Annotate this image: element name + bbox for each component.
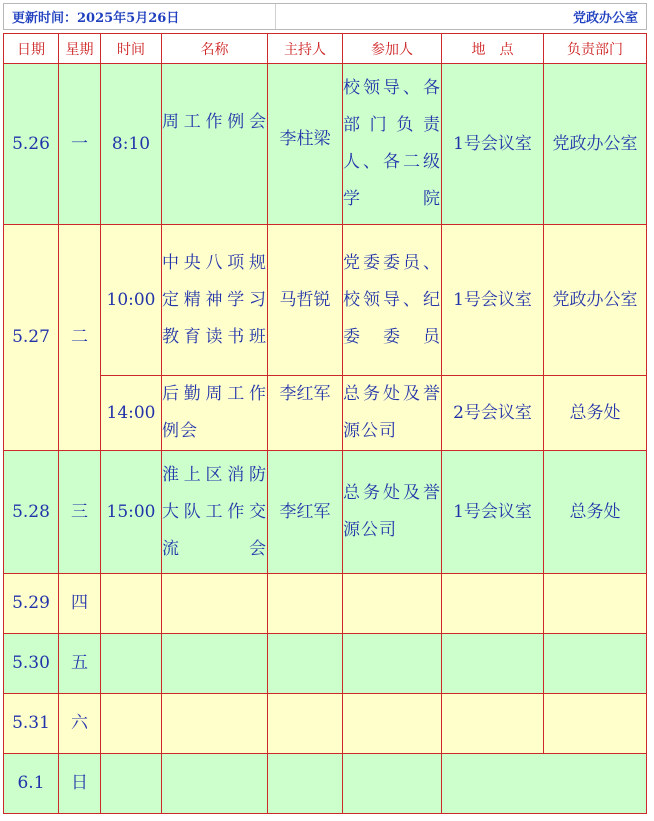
weekday-cell: 三 (59, 451, 101, 574)
date-cell: 5.28 (4, 451, 59, 574)
location-cell: 2号会议室 (442, 376, 544, 451)
empty-cell (162, 574, 268, 634)
dept-cell: 党政办公室 (544, 64, 647, 225)
date-cell: 5.27 (4, 225, 59, 451)
weekday-cell: 五 (59, 634, 101, 694)
empty-cell (343, 754, 442, 814)
time-cell: 10:00 (101, 225, 162, 376)
schedule-table (3, 33, 647, 814)
location-cell: 1号会议室 (442, 225, 544, 376)
table-row (4, 451, 647, 574)
date-cell: 6.1 (4, 754, 59, 814)
col-header-date: 日期 (4, 34, 59, 64)
empty-cell (442, 754, 647, 814)
dept-cell: 党政办公室 (544, 225, 647, 376)
table-row (4, 574, 647, 634)
col-header-dept: 负责部门 (544, 34, 647, 64)
event-name-cell: 淮上区消防大队工作交流会 (162, 451, 268, 574)
weekday-cell: 日 (59, 754, 101, 814)
empty-cell (442, 634, 544, 694)
table-row (4, 64, 647, 225)
empty-cell (544, 574, 647, 634)
weekday-cell: 六 (59, 694, 101, 754)
date-cell: 5.31 (4, 694, 59, 754)
empty-cell (343, 574, 442, 634)
event-name-cell: 中央八项规定精神学习教育读书班 (162, 225, 268, 376)
host-cell: 李红军 (268, 451, 343, 574)
empty-cell (343, 694, 442, 754)
dept-cell: 总务处 (544, 451, 647, 574)
col-header-attendees: 参加人 (343, 34, 442, 64)
location-cell: 1号会议室 (442, 64, 544, 225)
empty-cell (268, 574, 343, 634)
time-cell: 14:00 (101, 376, 162, 451)
weekday-cell: 四 (59, 574, 101, 634)
time-cell: 8:10 (101, 64, 162, 225)
empty-cell (162, 634, 268, 694)
empty-cell (101, 574, 162, 634)
header-row (4, 34, 647, 64)
col-header-time: 时间 (101, 34, 162, 64)
col-header-name: 名称 (162, 34, 268, 64)
attendees-cell: 总务处及誉源公司 (343, 376, 442, 451)
date-cell: 5.26 (4, 64, 59, 225)
col-header-location: 地 点 (442, 34, 544, 64)
col-header-weekday: 星期 (59, 34, 101, 64)
empty-cell (343, 634, 442, 694)
empty-cell (162, 694, 268, 754)
host-cell: 马哲锐 (268, 225, 343, 376)
empty-cell (442, 694, 544, 754)
host-cell: 李红军 (268, 376, 343, 451)
date-cell: 5.29 (4, 574, 59, 634)
weekday-cell: 二 (59, 225, 101, 451)
dept-cell: 总务处 (544, 376, 647, 451)
weekday-cell: 一 (59, 64, 101, 225)
empty-cell (268, 754, 343, 814)
office-name: 党政办公室 (572, 11, 638, 26)
table-row (4, 376, 647, 451)
attendees-cell: 校领导、各部门负责人、各二级学院 (343, 64, 442, 225)
attendees-cell: 总务处及誉源公司 (343, 451, 442, 574)
empty-cell (101, 694, 162, 754)
empty-cell (101, 754, 162, 814)
attendees-cell: 党委委员、校领导、纪委委员 (343, 225, 442, 376)
empty-cell (268, 634, 343, 694)
table-row (4, 225, 647, 376)
header-bar (3, 3, 647, 30)
table-row (4, 694, 647, 754)
location-cell: 1号会议室 (442, 451, 544, 574)
date-cell: 5.30 (4, 634, 59, 694)
update-time: 更新时间：2025年5月26日 (4, 4, 276, 29)
event-name-cell: 周工作例会 (162, 64, 268, 225)
table-row (4, 634, 647, 694)
empty-cell (162, 754, 268, 814)
empty-cell (544, 694, 647, 754)
event-name-cell: 后勤周工作例会 (162, 376, 268, 451)
time-cell: 15:00 (101, 451, 162, 574)
empty-cell (442, 574, 544, 634)
table-row (4, 754, 647, 814)
host-cell: 李柱梁 (268, 64, 343, 225)
empty-cell (544, 634, 647, 694)
empty-cell (101, 634, 162, 694)
col-header-host: 主持人 (268, 34, 343, 64)
empty-cell (268, 694, 343, 754)
